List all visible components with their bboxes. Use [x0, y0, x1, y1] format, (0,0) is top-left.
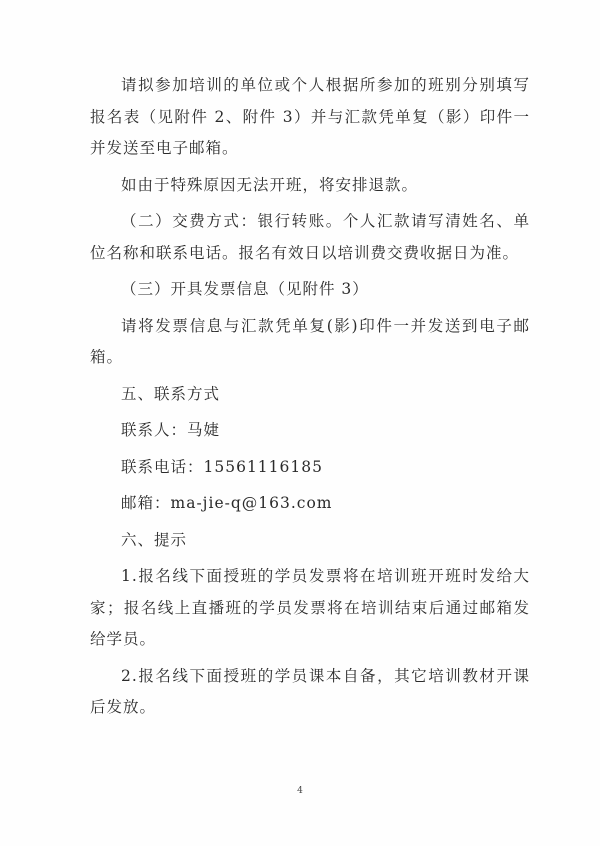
contact-heading: 五、联系方式 — [121, 384, 221, 403]
tips-heading: 六、提示 — [121, 530, 188, 549]
page-number: 4 — [297, 786, 303, 796]
registration-paragraph: 请拟参加培训的单位或个人根据所参加的班别分别填写报名表（见附件 2、附件 3）并与汇款凭单复（影）印件一并发送至电子邮箱。 — [90, 76, 530, 157]
refund-paragraph: 如由于特殊原因无法开班，将安排退款。 — [121, 175, 419, 194]
contact-email: 邮箱：ma-jie-q@163.com — [121, 494, 333, 512]
document-body — [90, 70, 530, 724]
tip-item-1: 1.报名线下面授班的学员发票将在培训班开班时发给大家；报名线上直播班的学员发票将在培训结束后通过邮箱发给学员。 — [90, 567, 530, 648]
invoice-paragraph: 请将发票信息与汇款凭单复(影)印件一并发送到电子邮箱。 — [90, 316, 530, 366]
payment-method-paragraph: （二）交费方式：银行转账。个人汇款请写清姓名、单位名称和联系电话。报名有效日以培训费交费收据日为准。 — [90, 212, 530, 262]
tip-item-2: 2.报名线下面授班的学员课本自备，其它培训教材开课后发放。 — [90, 666, 530, 716]
contact-person: 联系人：马婕 — [121, 421, 221, 439]
contact-phone: 联系电话：15561116185 — [121, 457, 323, 476]
invoice-heading: （三）开具发票信息（见附件 3） — [121, 280, 369, 298]
